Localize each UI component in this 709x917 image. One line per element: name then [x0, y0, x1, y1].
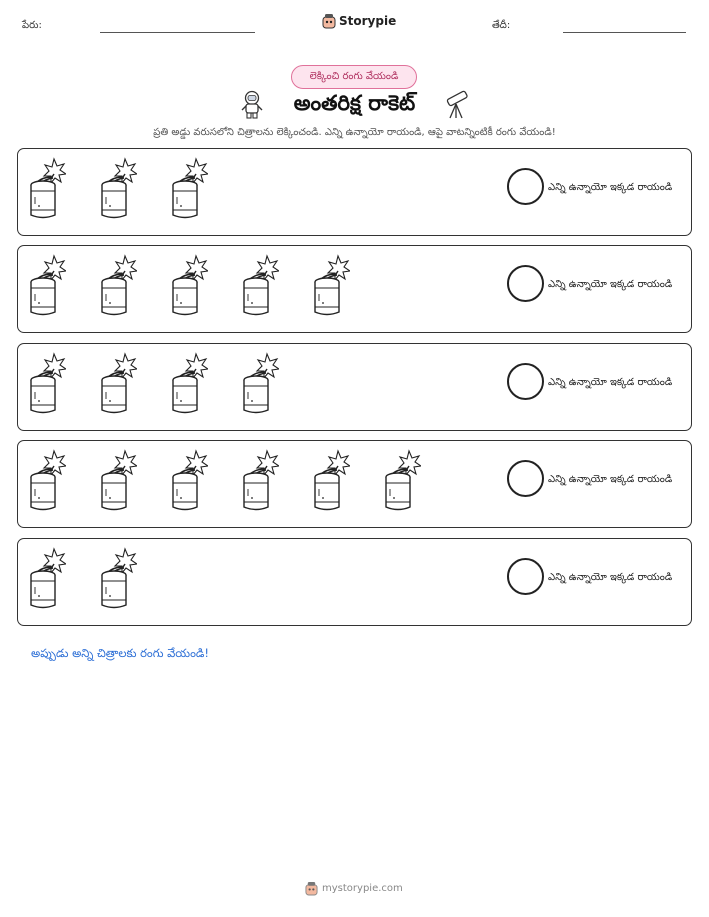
rocket-can-icon — [314, 449, 350, 513]
storypie-logo-icon — [322, 13, 336, 29]
rocket-can-icon — [30, 449, 66, 513]
footer-note: అప్పుడు అన్ని చిత్రాలకు రంగు వేయండి! — [31, 646, 210, 660]
name-label: పేరు: — [22, 20, 42, 31]
date-line[interactable] — [563, 32, 686, 33]
rocket-can-icon — [101, 449, 137, 513]
rocket-can-icon — [172, 449, 208, 513]
rocket-can-icon — [101, 547, 137, 611]
rocket-can-icon — [30, 352, 66, 416]
rocket-can-icon — [101, 157, 137, 221]
answer-label: ఎన్ని ఉన్నాయో ఇక్కడ రాయండి — [548, 377, 673, 388]
count-row — [17, 148, 692, 236]
rocket-can-icon — [101, 254, 137, 318]
rocket-can-icon — [243, 352, 279, 416]
rocket-can-icon — [101, 352, 137, 416]
answer-label: ఎన్ని ఉన్నాయో ఇక్కడ రాయండి — [548, 182, 673, 193]
count-row — [17, 245, 692, 333]
brand — [322, 13, 396, 29]
rocket-can-icon — [172, 254, 208, 318]
rocket-can-icon — [314, 254, 350, 318]
count-row — [17, 343, 692, 431]
brand-name: Storypie — [339, 14, 397, 28]
answer-circle[interactable] — [507, 558, 544, 595]
rocket-can-icon — [243, 449, 279, 513]
count-row — [17, 440, 692, 528]
rocket-can-icon — [172, 157, 208, 221]
answer-circle[interactable] — [507, 168, 544, 205]
answer-label: ఎన్ని ఉన్నాయో ఇక్కడ రాయండి — [548, 474, 673, 485]
storypie-logo-icon — [305, 881, 318, 896]
rocket-can-icon — [243, 254, 279, 318]
rocket-can-icon — [385, 449, 421, 513]
telescope-icon — [441, 90, 471, 120]
date-label: తేదీ: — [492, 20, 511, 31]
site-footer — [305, 881, 403, 896]
answer-circle[interactable] — [507, 363, 544, 400]
rocket-can-icon — [172, 352, 208, 416]
activity-badge: లెక్కించి రంగు వేయండి — [291, 65, 417, 89]
rocket-can-icon — [30, 547, 66, 611]
answer-circle[interactable] — [507, 265, 544, 302]
name-line[interactable] — [100, 32, 255, 33]
rocket-can-icon — [30, 157, 66, 221]
page-title: అంతరిక్ష రాకెట్ — [293, 91, 416, 115]
count-row — [17, 538, 692, 626]
answer-label: ఎన్ని ఉన్నాయో ఇక్కడ రాయండి — [548, 279, 673, 290]
answer-circle[interactable] — [507, 460, 544, 497]
site-url: mystorypie.com — [322, 883, 403, 894]
answer-label: ఎన్ని ఉన్నాయో ఇక్కడ రాయండి — [548, 572, 673, 583]
instructions: ప్రతి అడ్డు వరుసలోని చిత్రాలను లెక్కించండి. ఎన్ని ఉన్నాయో రాయండి, ఆపై వాటన్నింటికీ రంగు వేయండి! — [153, 127, 556, 138]
rocket-can-icon — [30, 254, 66, 318]
